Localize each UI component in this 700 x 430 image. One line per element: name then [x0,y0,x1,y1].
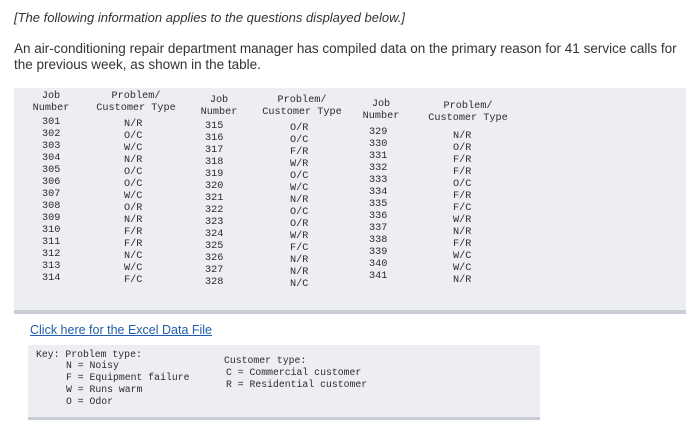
job-number: 327 [205,265,224,276]
customer-type-item: C = Commercial customer [226,367,362,378]
job-header-3: Job Number [362,99,400,122]
job-number: 326 [205,253,224,264]
problem-customer-type: W/R [290,231,309,242]
problem-customer-type: O/R [290,219,309,230]
problem-type-item: W = Runs warm [66,384,143,395]
question-prompt: An air-conditioning repair department manager has compiled data on the primary reason for 41 service calls for the previous week, as shown in the table. [14,41,677,72]
job-number: 337 [369,223,388,234]
job-number: 336 [369,211,388,222]
problem-type-item: F = Equipment failure [66,372,190,383]
key-box [28,345,540,417]
problem-customer-type: W/C [124,191,143,202]
job-number: 304 [42,153,61,164]
problem-customer-type: N/R [290,255,309,266]
job-number: 305 [42,165,61,176]
job-number: 311 [42,237,61,248]
problem-customer-type: W/R [290,159,309,170]
problem-type-item: O = Odor [66,396,114,407]
problem-customer-type: W/C [453,263,472,274]
problem-customer-type: N/R [453,131,472,142]
problem-customer-type: W/C [453,251,472,262]
problem-customer-type: O/C [124,167,143,178]
job-number: 324 [205,229,224,240]
problem-customer-type: O/C [124,179,143,190]
problem-customer-type: O/C [453,179,472,190]
job-number: 307 [42,189,61,200]
job-number: 332 [369,163,388,174]
job-number: 301 [42,117,61,128]
problem-customer-type: F/R [453,167,472,178]
job-number: 339 [369,247,388,258]
problem-customer-type: O/C [124,131,143,142]
problem-customer-type: O/C [290,135,309,146]
problem-header-3: Problem/ Customer Type [428,101,508,124]
job-number: 319 [205,169,224,180]
job-number: 315 [205,121,224,132]
job-number: 306 [42,177,61,188]
problem-customer-type: N/C [290,279,309,290]
job-number: 328 [205,277,224,288]
job-number: 340 [369,259,388,270]
problem-customer-type: F/R [290,147,309,158]
job-number: 314 [42,273,61,284]
table-divider [14,310,686,314]
job-number: 318 [205,157,224,168]
job-number: 310 [42,225,61,236]
problem-customer-type: O/C [290,171,309,182]
job-number: 303 [42,141,61,152]
job-number: 330 [369,139,388,150]
intro-note: [The following information applies to the questions displayed below.] [14,10,405,25]
problem-customer-type: N/R [453,275,472,286]
problem-customer-type: W/C [124,263,143,274]
problem-header-2: Problem/ Customer Type [262,95,342,118]
problem-customer-type: F/R [124,239,143,250]
problem-customer-type: W/C [290,183,309,194]
job-number: 331 [369,151,388,162]
problem-customer-type: N/R [124,119,143,130]
problem-customer-type: O/R [453,143,472,154]
problem-customer-type: N/R [124,155,143,166]
job-number: 329 [369,127,388,138]
problem-type-item: N = Noisy [66,360,119,371]
customer-type-title: Customer type: [224,355,307,366]
job-number: 317 [205,145,224,156]
problem-customer-type: W/C [124,143,143,154]
problem-customer-type: N/R [290,195,309,206]
problem-customer-type: F/R [453,155,472,166]
job-number: 309 [42,213,61,224]
job-number: 333 [369,175,388,186]
problem-customer-type: F/C [453,203,472,214]
job-number: 322 [205,205,224,216]
problem-customer-type: F/R [453,191,472,202]
problem-customer-type: F/C [290,243,309,254]
job-number: 321 [205,193,224,204]
problem-customer-type: F/C [124,275,143,286]
job-number: 341 [369,271,388,282]
excel-data-file-link[interactable]: Click here for the Excel Data File [30,323,213,337]
problem-customer-type: N/R [453,227,472,238]
problem-header-1: Problem/ Customer Type [96,91,176,114]
job-number: 320 [205,181,224,192]
problem-customer-type: N/R [124,215,143,226]
job-number: 325 [205,241,224,252]
job-number: 335 [369,199,388,210]
problem-customer-type: W/R [453,215,472,226]
job-number: 323 [205,217,224,228]
job-number: 334 [369,187,388,198]
problem-customer-type: O/R [124,203,143,214]
job-number: 313 [42,261,61,272]
problem-customer-type: N/R [290,267,309,278]
job-number: 312 [42,249,61,260]
job-header-2: Job Number [200,95,238,118]
problem-customer-type: F/R [124,227,143,238]
job-number: 316 [205,133,224,144]
problem-customer-type: N/C [124,251,143,262]
problem-customer-type: O/R [290,123,309,134]
customer-type-item: R = Residential customer [226,379,368,390]
job-number: 338 [369,235,388,246]
job-header-1: Job Number [32,91,70,114]
key-divider [28,417,540,420]
problem-customer-type: F/R [453,239,472,250]
problem-customer-type: O/C [290,207,309,218]
job-number: 302 [42,129,61,140]
job-number: 308 [42,201,61,212]
problem-type-title: Key: Problem type: [36,349,142,360]
service-calls-table [14,88,686,310]
